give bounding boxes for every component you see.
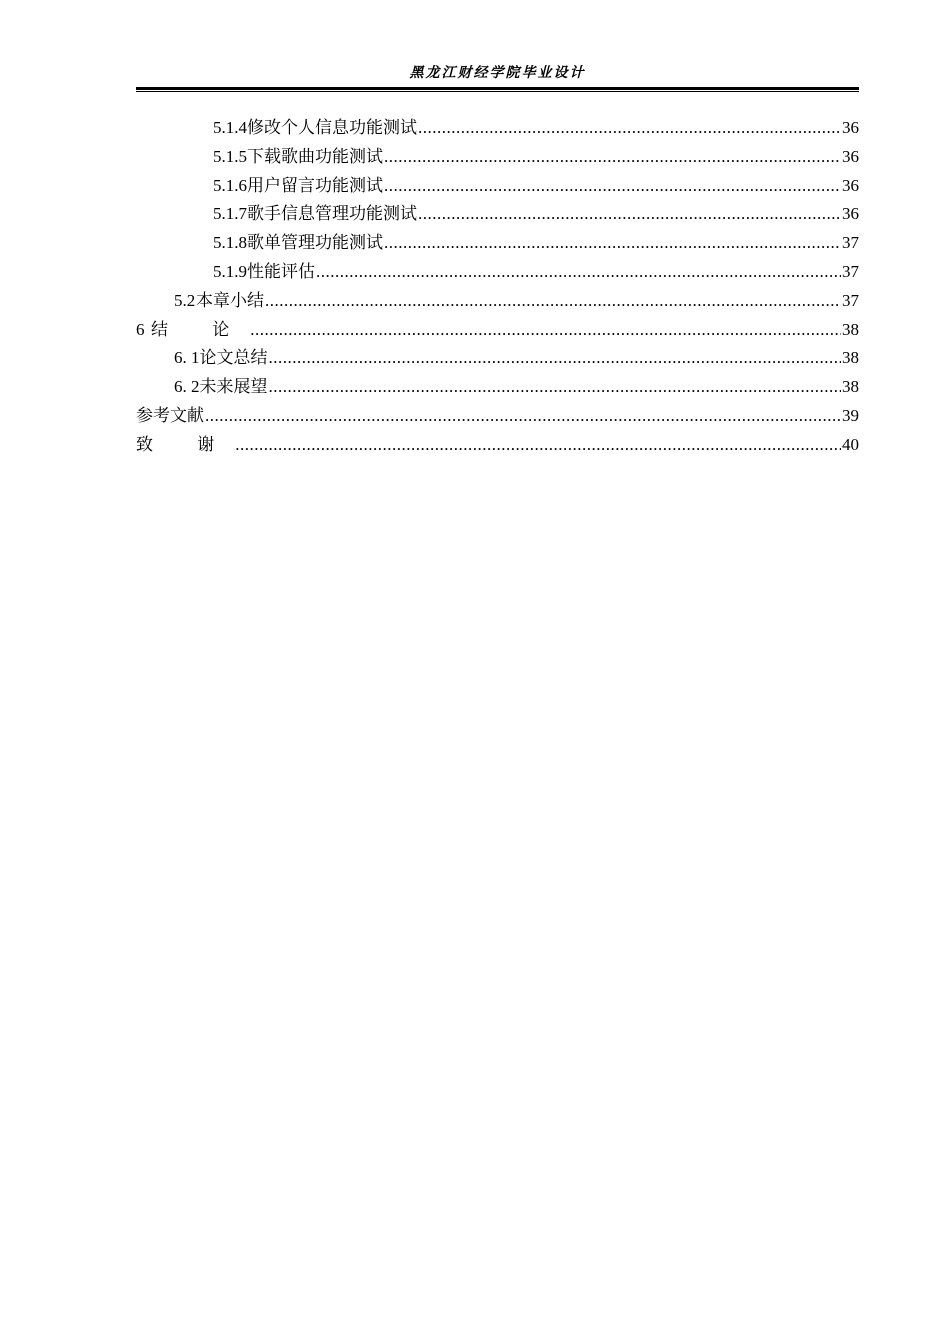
toc-dot-leader [269, 373, 842, 402]
toc-entry-6[interactable] [136, 316, 859, 345]
toc-entry-page: 37 [842, 261, 859, 281]
toc-dot-leader [235, 431, 841, 460]
toc-dot-leader [250, 316, 841, 345]
toc-entry-number: 5.1.5 [213, 146, 247, 166]
toc-entry-5-1-7[interactable] [136, 200, 859, 229]
header-rule-thin [136, 91, 859, 92]
toc-entry-number: 6. 1 [174, 348, 200, 368]
toc-dot-leader [269, 344, 842, 373]
toc-entry-5-1-9[interactable] [136, 258, 859, 287]
toc-entry-number: 5.1.4 [213, 118, 247, 137]
toc-dot-leader [418, 114, 841, 143]
toc-dot-leader [205, 402, 841, 431]
toc-entry-number: 5.1.6 [213, 175, 247, 195]
toc-entry-number: 5.1.9 [213, 261, 247, 281]
toc-entry-5-1-4[interactable] [136, 114, 859, 143]
toc-entry-5-1-8[interactable] [136, 229, 859, 258]
toc-entry-title: 未来展望 [199, 377, 268, 397]
toc-entry-references[interactable] [136, 402, 859, 431]
toc-entry-page: 40 [842, 434, 859, 454]
toc-entry-title: 性能评估 [247, 261, 315, 281]
toc-entry-page: 37 [842, 290, 859, 310]
toc-dot-leader [384, 229, 841, 258]
toc-dot-leader [384, 143, 841, 172]
toc-entry-number: 5.2 [174, 290, 196, 310]
toc-entry-page: 36 [842, 204, 859, 224]
toc-entry-title: 用户留言功能测试 [247, 175, 383, 195]
toc-entry-title: 下载歌曲功能测试 [247, 146, 383, 166]
header-rule-thick [136, 87, 859, 90]
toc-entry-title: 致 谢 [136, 434, 235, 454]
toc-entry-number: 5.1.7 [213, 204, 247, 224]
toc-entry-number: 5.1.8 [213, 233, 247, 253]
toc-entry-page: 38 [842, 319, 859, 339]
toc-entry-title: 本章小结 [196, 290, 264, 310]
toc-entry-title: 歌单管理功能测试 [247, 233, 383, 253]
toc-entry-title: 论文总结 [199, 348, 268, 368]
toc-entry-page: 38 [842, 348, 859, 368]
toc-entry-6-2[interactable] [136, 373, 859, 402]
toc-entry-5-1-6[interactable] [136, 172, 859, 201]
toc-entry-title: 歌手信息管理功能测试 [247, 204, 417, 224]
toc-entry-page: 36 [842, 146, 859, 166]
page-header-title: 黑龙江财经学院毕业设计 [409, 66, 586, 81]
toc-entry-page: 36 [842, 175, 859, 195]
toc-entry-page: 37 [842, 233, 859, 253]
toc-dot-leader [265, 287, 841, 316]
toc-entry-6-1[interactable] [136, 344, 859, 373]
toc-dot-leader [316, 258, 841, 287]
toc-entry-title: 参考文献 [136, 405, 204, 425]
toc-dot-leader [418, 200, 841, 229]
toc-entry-number: 6. 2 [174, 377, 200, 397]
toc-entry-page: 36 [842, 118, 859, 137]
toc-entry-number: 6 [136, 319, 145, 339]
table-of-contents [136, 114, 859, 460]
toc-entry-title: 修改个人信息功能测试 [247, 118, 417, 137]
toc-entry-title: 结 论 [151, 319, 250, 339]
toc-entry-acknowledgements[interactable] [136, 431, 859, 460]
toc-dot-leader [384, 172, 841, 201]
toc-entry-page: 38 [842, 377, 859, 397]
toc-entry-5-2[interactable] [136, 287, 859, 316]
toc-entry-page: 39 [842, 405, 859, 425]
toc-entry-5-1-5[interactable] [136, 143, 859, 172]
